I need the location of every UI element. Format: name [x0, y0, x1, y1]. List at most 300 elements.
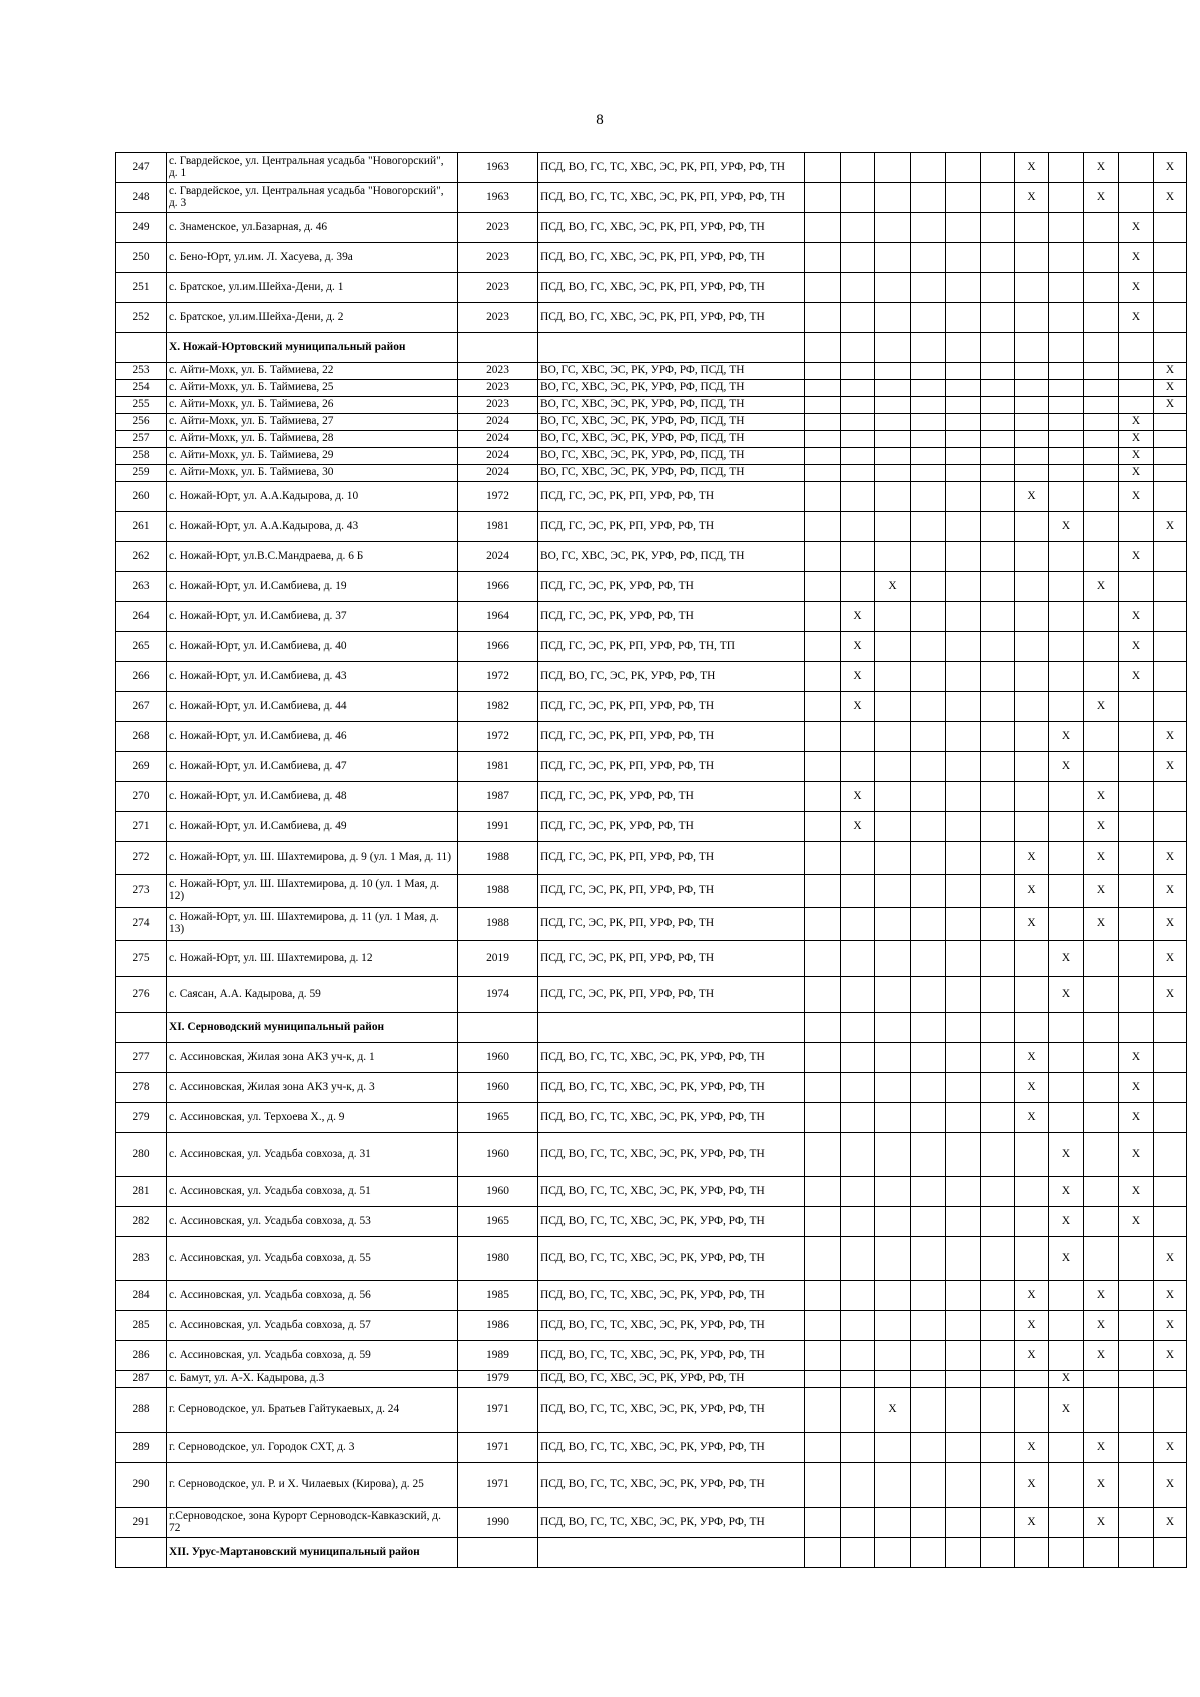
year-built-cell: 1981: [458, 512, 538, 542]
empty-cell: [1119, 1538, 1154, 1568]
year-built-cell: 2023: [458, 380, 538, 397]
mark-cell-7: [1015, 1207, 1049, 1237]
mark-cell-4: [911, 465, 946, 482]
mark-cell-11: [1154, 1073, 1187, 1103]
mark-cell-3: [875, 303, 911, 333]
year-built-cell: 2024: [458, 465, 538, 482]
mark-cell-3: [875, 482, 911, 512]
mark-cell-3: [875, 243, 911, 273]
mark-cell-8: [1049, 542, 1084, 572]
mark-cell-11: [1154, 243, 1187, 273]
mark-cell-2: [841, 153, 875, 183]
mark-cell-10: [1119, 572, 1154, 602]
mark-cell-9: X: [1084, 1311, 1119, 1341]
mark-cell-9: [1084, 512, 1119, 542]
works-list-cell: ПСД, ГС, ЭС, РК, РП, УРФ, РФ, ТН: [538, 842, 805, 875]
mark-cell-1: [805, 448, 841, 465]
mark-cell-11: X: [1154, 941, 1187, 977]
mark-cell-4: [911, 1237, 946, 1281]
works-list-cell: ПСД, ВО, ГС, ТС, ХВС, ЭС, РК, УРФ, РФ, ТН: [538, 1281, 805, 1311]
mark-cell-1: [805, 213, 841, 243]
mark-cell-3: [875, 782, 911, 812]
mark-cell-2: [841, 512, 875, 542]
mark-cell-3: [875, 153, 911, 183]
row-number: 289: [116, 1433, 167, 1463]
mark-cell-1: [805, 380, 841, 397]
mark-cell-10: [1119, 752, 1154, 782]
mark-cell-7: X: [1015, 1508, 1049, 1538]
mark-cell-6: [981, 431, 1015, 448]
works-list-cell: ПСД, ГС, ЭС, РК, РП, УРФ, РФ, ТН: [538, 512, 805, 542]
mark-cell-5: [946, 1043, 981, 1073]
mark-cell-2: [841, 542, 875, 572]
mark-cell-11: [1154, 572, 1187, 602]
table-row: [116, 1341, 1187, 1371]
mark-cell-4: [911, 303, 946, 333]
mark-cell-6: [981, 1207, 1015, 1237]
mark-cell-9: [1084, 380, 1119, 397]
mark-cell-7: [1015, 448, 1049, 465]
year-built-cell: 1966: [458, 572, 538, 602]
mark-cell-8: [1049, 482, 1084, 512]
address-cell: с. Ассиновская, ул. Усадьба совхоза, д. 53: [167, 1207, 458, 1237]
empty-cell: [1049, 1013, 1084, 1043]
row-number: 261: [116, 512, 167, 542]
mark-cell-4: [911, 1388, 946, 1433]
row-number: 272: [116, 842, 167, 875]
mark-cell-7: [1015, 941, 1049, 977]
address-cell: с. Ножай-Юрт, ул. И.Самбиева, д. 46: [167, 722, 458, 752]
works-list-cell: ПСД, ВО, ГС, ТС, ХВС, ЭС, РК, УРФ, РФ, ТН: [538, 1311, 805, 1341]
mark-cell-3: [875, 1463, 911, 1508]
mark-cell-3: [875, 1073, 911, 1103]
section-title: XII. Урус-Мартановский муниципальный район: [167, 1538, 458, 1568]
table-row: [116, 812, 1187, 842]
table-row: [116, 722, 1187, 752]
mark-cell-5: [946, 465, 981, 482]
mark-cell-7: [1015, 1177, 1049, 1207]
empty-cell: [458, 1013, 538, 1043]
year-built-cell: 1965: [458, 1103, 538, 1133]
mark-cell-4: [911, 1371, 946, 1388]
year-built-cell: 1990: [458, 1508, 538, 1538]
mark-cell-7: [1015, 1237, 1049, 1281]
mark-cell-8: [1049, 414, 1084, 431]
row-number-cell: [116, 1013, 167, 1043]
mark-cell-10: [1119, 782, 1154, 812]
mark-cell-9: X: [1084, 782, 1119, 812]
mark-cell-1: [805, 1237, 841, 1281]
mark-cell-4: [911, 153, 946, 183]
mark-cell-4: [911, 397, 946, 414]
works-list-cell: ПСД, ВО, ГС, ХВС, ЭС, РК, РП, УРФ, РФ, ТН: [538, 213, 805, 243]
table-row: [116, 1311, 1187, 1341]
row-number: 249: [116, 213, 167, 243]
mark-cell-5: [946, 153, 981, 183]
mark-cell-5: [946, 1133, 981, 1177]
section-title: XI. Серноводский муниципальный район: [167, 1013, 458, 1043]
mark-cell-6: [981, 1388, 1015, 1433]
table-row: [116, 941, 1187, 977]
works-list-cell: ПСД, ВО, ГС, ТС, ХВС, ЭС, РК, УРФ, РФ, ТН: [538, 1388, 805, 1433]
mark-cell-4: [911, 273, 946, 303]
mark-cell-3: [875, 752, 911, 782]
mark-cell-7: [1015, 465, 1049, 482]
row-number: 260: [116, 482, 167, 512]
mark-cell-2: [841, 752, 875, 782]
year-built-cell: 2023: [458, 213, 538, 243]
table-row: [116, 431, 1187, 448]
row-number: 266: [116, 662, 167, 692]
mark-cell-6: [981, 243, 1015, 273]
address-cell: с. Ассиновская, ул. Терхоева Х., д. 9: [167, 1103, 458, 1133]
mark-cell-3: [875, 397, 911, 414]
mark-cell-9: X: [1084, 842, 1119, 875]
year-built-cell: 1964: [458, 602, 538, 632]
mark-cell-6: [981, 1177, 1015, 1207]
mark-cell-4: [911, 752, 946, 782]
table-row: [116, 842, 1187, 875]
mark-cell-2: X: [841, 662, 875, 692]
mark-cell-1: [805, 692, 841, 722]
mark-cell-3: [875, 448, 911, 465]
mark-cell-4: [911, 1133, 946, 1177]
mark-cell-2: [841, 1433, 875, 1463]
mark-cell-10: [1119, 692, 1154, 722]
row-number: 257: [116, 431, 167, 448]
mark-cell-8: [1049, 572, 1084, 602]
mark-cell-1: [805, 1281, 841, 1311]
mark-cell-4: [911, 414, 946, 431]
mark-cell-9: X: [1084, 1433, 1119, 1463]
mark-cell-8: [1049, 1043, 1084, 1073]
mark-cell-9: [1084, 363, 1119, 380]
mark-cell-4: [911, 662, 946, 692]
mark-cell-4: [911, 602, 946, 632]
mark-cell-6: [981, 908, 1015, 941]
year-built-cell: 1963: [458, 153, 538, 183]
mark-cell-1: [805, 908, 841, 941]
mark-cell-9: X: [1084, 812, 1119, 842]
mark-cell-2: [841, 722, 875, 752]
mark-cell-3: [875, 1371, 911, 1388]
mark-cell-11: [1154, 812, 1187, 842]
address-cell: с. Ножай-Юрт, ул. Ш. Шахтемирова, д. 12: [167, 941, 458, 977]
mark-cell-10: [1119, 1371, 1154, 1388]
mark-cell-7: [1015, 431, 1049, 448]
mark-cell-2: [841, 1073, 875, 1103]
row-number-cell: [116, 333, 167, 363]
mark-cell-1: [805, 243, 841, 273]
address-cell: с. Ножай-Юрт, ул. И.Самбиева, д. 37: [167, 602, 458, 632]
row-number: 281: [116, 1177, 167, 1207]
mark-cell-7: X: [1015, 1341, 1049, 1371]
mark-cell-2: [841, 941, 875, 977]
mark-cell-2: [841, 397, 875, 414]
mark-cell-8: [1049, 782, 1084, 812]
mark-cell-11: [1154, 1371, 1187, 1388]
mark-cell-10: [1119, 1237, 1154, 1281]
row-number: 253: [116, 363, 167, 380]
works-list-cell: ПСД, ВО, ГС, ТС, ХВС, ЭС, РК, УРФ, РФ, ТН: [538, 1133, 805, 1177]
works-list-cell: ПСД, ГС, ЭС, РК, РП, УРФ, РФ, ТН: [538, 692, 805, 722]
mark-cell-8: X: [1049, 752, 1084, 782]
address-cell: г. Серноводское, ул. Р. и Х. Чилаевых (Кирова), д. 25: [167, 1463, 458, 1508]
row-number: 268: [116, 722, 167, 752]
mark-cell-2: [841, 1311, 875, 1341]
address-cell: г. Серноводское, ул. Городок СХТ, д. 3: [167, 1433, 458, 1463]
mark-cell-7: X: [1015, 1281, 1049, 1311]
mark-cell-9: [1084, 448, 1119, 465]
works-list-cell: ВО, ГС, ХВС, ЭС, РК, УРФ, РФ, ПСД, ТН: [538, 448, 805, 465]
row-number: 259: [116, 465, 167, 482]
mark-cell-7: [1015, 414, 1049, 431]
year-built-cell: 1960: [458, 1043, 538, 1073]
empty-cell: [981, 1538, 1015, 1568]
mark-cell-7: [1015, 722, 1049, 752]
mark-cell-5: [946, 1341, 981, 1371]
mark-cell-11: [1154, 414, 1187, 431]
mark-cell-10: [1119, 153, 1154, 183]
mark-cell-9: X: [1084, 153, 1119, 183]
mark-cell-6: [981, 1133, 1015, 1177]
mark-cell-9: [1084, 273, 1119, 303]
works-list-cell: ПСД, ВО, ГС, ТС, ХВС, ЭС, РК, УРФ, РФ, ТН: [538, 1103, 805, 1133]
year-built-cell: 2023: [458, 243, 538, 273]
row-number: 282: [116, 1207, 167, 1237]
address-cell: с. Айти-Мохк, ул. Б. Таймиева, 29: [167, 448, 458, 465]
mark-cell-6: [981, 941, 1015, 977]
row-number: 251: [116, 273, 167, 303]
empty-cell: [1084, 1538, 1119, 1568]
mark-cell-8: [1049, 1073, 1084, 1103]
mark-cell-9: [1084, 752, 1119, 782]
mark-cell-2: [841, 875, 875, 908]
mark-cell-5: [946, 482, 981, 512]
mark-cell-1: [805, 1463, 841, 1508]
table-row: [116, 243, 1187, 273]
row-number: 252: [116, 303, 167, 333]
mark-cell-1: [805, 1371, 841, 1388]
empty-cell: [538, 333, 805, 363]
mark-cell-6: [981, 1341, 1015, 1371]
works-list-cell: ПСД, ВО, ГС, ТС, ХВС, ЭС, РК, УРФ, РФ, ТН: [538, 1341, 805, 1371]
mark-cell-7: [1015, 752, 1049, 782]
mark-cell-10: X: [1119, 1207, 1154, 1237]
empty-cell: [1049, 1538, 1084, 1568]
mark-cell-10: X: [1119, 1133, 1154, 1177]
mark-cell-4: [911, 977, 946, 1013]
table-row: [116, 1043, 1187, 1073]
empty-cell: [458, 333, 538, 363]
empty-cell: [538, 1013, 805, 1043]
address-cell: с. Братское, ул.им.Шейха-Дени, д. 2: [167, 303, 458, 333]
address-cell: с. Гвардейское, ул. Центральная усадьба "Новогорский", д. 3: [167, 183, 458, 213]
mark-cell-11: [1154, 1207, 1187, 1237]
mark-cell-1: [805, 1133, 841, 1177]
empty-cell: [911, 333, 946, 363]
empty-cell: [805, 1013, 841, 1043]
mark-cell-2: [841, 1207, 875, 1237]
mark-cell-10: X: [1119, 542, 1154, 572]
mark-cell-9: X: [1084, 572, 1119, 602]
row-number: 258: [116, 448, 167, 465]
mark-cell-5: [946, 512, 981, 542]
mark-cell-10: X: [1119, 662, 1154, 692]
works-list-cell: ПСД, ГС, ЭС, РК, РП, УРФ, РФ, ТН: [538, 941, 805, 977]
mark-cell-4: [911, 431, 946, 448]
address-cell: с. Ножай-Юрт, ул. И.Самбиева, д. 48: [167, 782, 458, 812]
row-number: 288: [116, 1388, 167, 1433]
works-list-cell: ПСД, ГС, ЭС, РК, РП, УРФ, РФ, ТН: [538, 875, 805, 908]
table-row: [116, 1207, 1187, 1237]
mark-cell-9: [1084, 482, 1119, 512]
mark-cell-7: [1015, 977, 1049, 1013]
mark-cell-4: [911, 1463, 946, 1508]
mark-cell-2: [841, 1341, 875, 1371]
mark-cell-7: [1015, 512, 1049, 542]
mark-cell-3: [875, 977, 911, 1013]
empty-cell: [875, 333, 911, 363]
row-number: 285: [116, 1311, 167, 1341]
mark-cell-8: X: [1049, 941, 1084, 977]
mark-cell-6: [981, 1433, 1015, 1463]
mark-cell-11: X: [1154, 875, 1187, 908]
table-row: [116, 977, 1187, 1013]
works-list-cell: ПСД, ВО, ГС, ТС, ХВС, ЭС, РК, УРФ, РФ, ТН: [538, 1463, 805, 1508]
mark-cell-2: [841, 908, 875, 941]
mark-cell-10: X: [1119, 1043, 1154, 1073]
empty-cell: [841, 1538, 875, 1568]
mark-cell-3: [875, 512, 911, 542]
mark-cell-2: [841, 842, 875, 875]
mark-cell-10: [1119, 397, 1154, 414]
mark-cell-2: [841, 183, 875, 213]
mark-cell-5: [946, 782, 981, 812]
address-cell: с. Ножай-Юрт, ул. И.Самбиева, д. 47: [167, 752, 458, 782]
mark-cell-7: X: [1015, 482, 1049, 512]
mark-cell-10: X: [1119, 632, 1154, 662]
address-cell: с. Ножай-Юрт, ул. А.А.Кадырова, д. 43: [167, 512, 458, 542]
year-built-cell: 1988: [458, 875, 538, 908]
mark-cell-8: [1049, 1281, 1084, 1311]
year-built-cell: 1965: [458, 1207, 538, 1237]
table-row: [116, 303, 1187, 333]
address-cell: с. Айти-Мохк, ул. Б. Таймиева, 27: [167, 414, 458, 431]
mark-cell-8: [1049, 602, 1084, 632]
mark-cell-5: [946, 941, 981, 977]
mark-cell-5: [946, 1371, 981, 1388]
mark-cell-1: [805, 1508, 841, 1538]
works-list-cell: ВО, ГС, ХВС, ЭС, РК, УРФ, РФ, ПСД, ТН: [538, 363, 805, 380]
section-header-row: [116, 1538, 1187, 1568]
address-cell: с. Ножай-Юрт, ул. И.Самбиева, д. 19: [167, 572, 458, 602]
mark-cell-10: X: [1119, 465, 1154, 482]
empty-cell: [841, 333, 875, 363]
mark-cell-1: [805, 812, 841, 842]
mark-cell-2: [841, 303, 875, 333]
year-built-cell: 1960: [458, 1073, 538, 1103]
mark-cell-10: [1119, 380, 1154, 397]
mark-cell-10: X: [1119, 273, 1154, 303]
mark-cell-1: [805, 875, 841, 908]
mark-cell-11: X: [1154, 512, 1187, 542]
table-row: [116, 1508, 1187, 1538]
mark-cell-4: [911, 572, 946, 602]
mark-cell-5: [946, 632, 981, 662]
works-list-cell: ПСД, ГС, ЭС, РК, РП, УРФ, РФ, ТН, ТП: [538, 632, 805, 662]
works-list-cell: ПСД, ГС, ЭС, РК, РП, УРФ, РФ, ТН: [538, 722, 805, 752]
mark-cell-9: [1084, 941, 1119, 977]
works-list-cell: ПСД, ВО, ГС, ХВС, ЭС, РК, РП, УРФ, РФ, ТН: [538, 243, 805, 273]
mark-cell-11: [1154, 542, 1187, 572]
mark-cell-4: [911, 941, 946, 977]
mark-cell-11: [1154, 1133, 1187, 1177]
mark-cell-3: [875, 1281, 911, 1311]
empty-cell: [981, 333, 1015, 363]
mark-cell-7: X: [1015, 842, 1049, 875]
mark-cell-6: [981, 363, 1015, 380]
mark-cell-3: [875, 1043, 911, 1073]
mark-cell-3: [875, 213, 911, 243]
table-row: [116, 875, 1187, 908]
row-number: 254: [116, 380, 167, 397]
year-built-cell: 2024: [458, 414, 538, 431]
mark-cell-11: [1154, 1103, 1187, 1133]
mark-cell-8: [1049, 812, 1084, 842]
mark-cell-2: [841, 1388, 875, 1433]
table-row: [116, 273, 1187, 303]
mark-cell-10: X: [1119, 448, 1154, 465]
mark-cell-4: [911, 1341, 946, 1371]
table-row: [116, 153, 1187, 183]
empty-cell: [1154, 333, 1187, 363]
address-cell: с. Ассиновская, ул. Усадьба совхоза, д. 31: [167, 1133, 458, 1177]
mark-cell-5: [946, 572, 981, 602]
page-number: 8: [596, 112, 604, 128]
mark-cell-4: [911, 812, 946, 842]
mark-cell-11: X: [1154, 1341, 1187, 1371]
mark-cell-3: [875, 363, 911, 380]
year-built-cell: 2024: [458, 448, 538, 465]
empty-cell: [458, 1538, 538, 1568]
mark-cell-11: [1154, 1388, 1187, 1433]
mark-cell-5: [946, 448, 981, 465]
mark-cell-1: [805, 1207, 841, 1237]
mark-cell-5: [946, 414, 981, 431]
mark-cell-3: [875, 1103, 911, 1133]
mark-cell-7: [1015, 662, 1049, 692]
mark-cell-5: [946, 812, 981, 842]
table-row: [116, 1073, 1187, 1103]
row-number: 280: [116, 1133, 167, 1177]
mark-cell-1: [805, 414, 841, 431]
housing-registry-table: [115, 152, 1187, 1568]
row-number: 271: [116, 812, 167, 842]
mark-cell-8: X: [1049, 1237, 1084, 1281]
mark-cell-8: [1049, 1311, 1084, 1341]
year-built-cell: 1971: [458, 1388, 538, 1433]
mark-cell-11: [1154, 303, 1187, 333]
mark-cell-6: [981, 303, 1015, 333]
empty-cell: [875, 1538, 911, 1568]
address-cell: с. Гвардейское, ул. Центральная усадьба "Новогорский", д. 1: [167, 153, 458, 183]
mark-cell-9: [1084, 722, 1119, 752]
mark-cell-11: X: [1154, 1433, 1187, 1463]
mark-cell-10: X: [1119, 602, 1154, 632]
works-list-cell: ВО, ГС, ХВС, ЭС, РК, УРФ, РФ, ПСД, ТН: [538, 542, 805, 572]
mark-cell-5: [946, 1388, 981, 1433]
